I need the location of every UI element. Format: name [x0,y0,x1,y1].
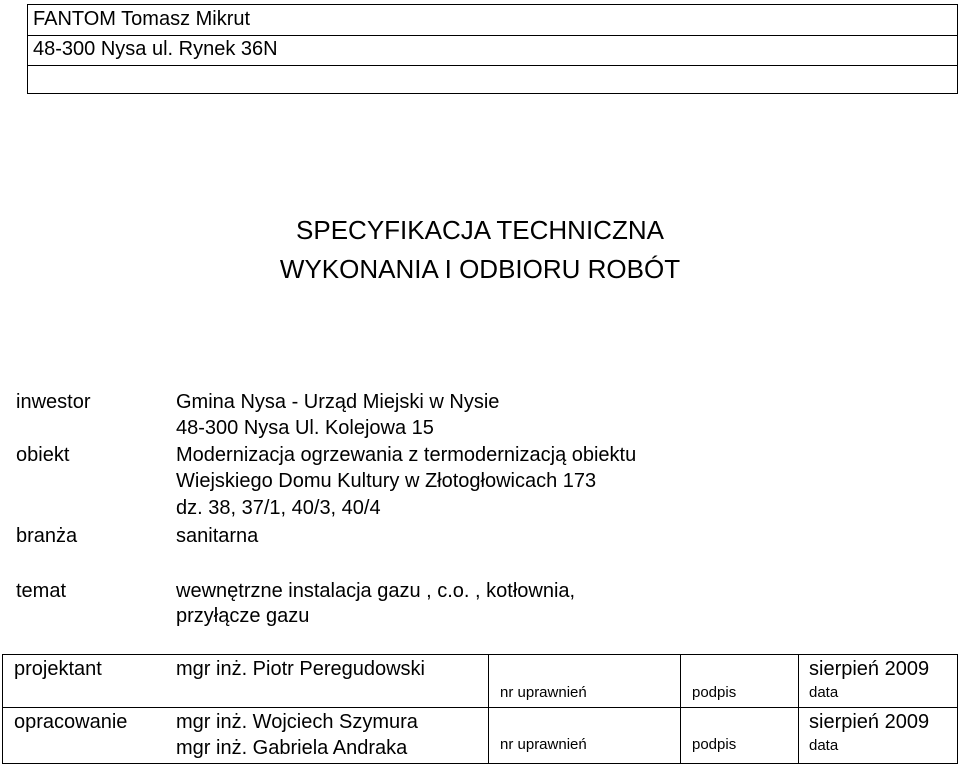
company-address: 48-300 Nysa ul. Rynek 36N [33,38,278,60]
designer-license-label: nr uprawnień [500,684,587,701]
author-date: sierpień 2009 [809,711,930,733]
branch-value: sanitarna [176,525,259,547]
subject-value-line2: przyłącze gazu [176,605,310,627]
designer-name: mgr inż. Piotr Peregudowski [176,658,425,680]
author-name-2: mgr inż. Gabriela Andraka [176,737,408,759]
header-divider [28,65,957,66]
header-divider [28,35,957,36]
table-column-divider [488,655,489,763]
author-name-1: mgr inż. Wojciech Szymura [176,711,418,733]
author-license-label: nr uprawnień [500,736,587,753]
table-row-divider [3,707,957,708]
designer-label: projektant [14,658,102,680]
branch-label: branża [16,525,78,547]
table-column-divider [798,655,799,763]
author-label: opracowanie [14,711,128,733]
object-plots: dz. 38, 37/1, 40/3, 40/4 [176,497,381,519]
object-location: Wiejskiego Domu Kultury w Złotogłowicach 173 [176,470,597,492]
object-label: obiekt [16,444,70,466]
designer-date: sierpień 2009 [809,658,930,680]
subject-value-line1: wewnętrzne instalacja gazu , c.o. , kotłownia, [176,580,576,602]
object-description: Modernizacja ogrzewania z termodernizacją obiektu [176,444,637,466]
company-header [27,4,958,94]
designer-date-label: data [809,684,839,701]
investor-label: inwestor [16,391,91,413]
subject-label: temat [16,580,67,602]
investor-address: 48-300 Nysa Ul. Kolejowa 15 [176,417,434,439]
author-date-label: data [809,737,839,754]
designer-signature-label: podpis [692,684,737,701]
document-title-line1: SPECYFIKACJA TECHNICZNA [296,215,664,245]
investor-name: Gmina Nysa - Urząd Miejski w Nysie [176,391,500,413]
author-signature-label: podpis [692,736,737,753]
table-column-divider [680,655,681,763]
document-title-line2: WYKONANIA I ODBIORU ROBÓT [279,254,681,284]
company-name: FANTOM Tomasz Mikrut [33,8,251,30]
